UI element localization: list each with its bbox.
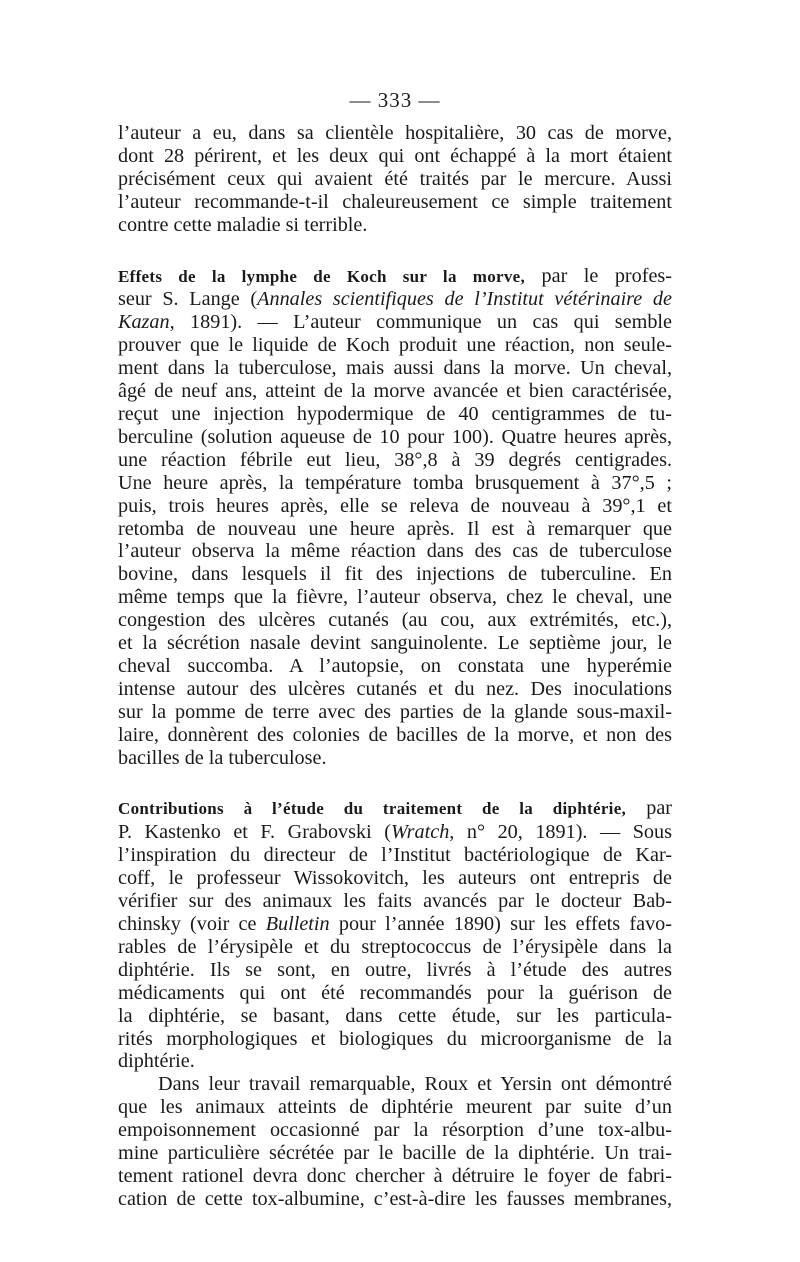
- text-line: bovine, dans lesquels il fit des injections de tuberculine. En: [118, 563, 672, 586]
- text-line: âgé de neuf ans, atteint de la morve avancée et bien caractérisée,: [118, 380, 672, 403]
- journal-title: Wratch,: [390, 821, 455, 844]
- text-line: l’auteur recommande-t-il chaleureusement ce simple traitement: [118, 190, 672, 213]
- text-line: rables de l’érysipèle et du streptococcus de l’érysipèle dans la: [118, 935, 672, 958]
- text-line: cation de cette tox-albumine, c’est-à-dire les fausses membranes,: [118, 1187, 672, 1210]
- text-line: empoisonnement occasionné par la résorption d’une tox-albu-: [118, 1119, 672, 1142]
- text-line: sur la pomme de terre avec des parties de la glande sous-maxil-: [118, 700, 672, 723]
- text-line: puis, trois heures après, elle se releva de nouveau à 39°,1 et: [118, 494, 672, 517]
- text-line: l’inspiration du directeur de l’Institut bactériologique de Kar-: [118, 844, 672, 867]
- text-line: Une heure après, la température tomba brusquement à 37°,5 ;: [118, 471, 672, 494]
- page-number: — 333 —: [349, 88, 441, 112]
- text-line: diphtérie.: [118, 1050, 195, 1073]
- text-line: et la sécrétion nasale devint sanguinolente. Le septième jour, le: [118, 632, 672, 655]
- text-line: P. Kastenko et F. Grabovski (Wratch, n° 20, 1891). — Sous: [118, 821, 672, 844]
- text-line: diphtérie. Ils se sont, en outre, livrés à l’étude des autres: [118, 958, 672, 981]
- text-line: intense autour des ulcères cutanés et du nez. Des inoculations: [118, 677, 672, 700]
- text-line: prouver que le liquide de Koch produit une réaction, non seule-: [118, 334, 672, 357]
- text-line: la diphtérie, se basant, dans cette étude, sur les particula-: [118, 1004, 672, 1027]
- text-line: précisément ceux qui avaient été traités par le mercure. Aussi: [118, 167, 672, 190]
- text-line: cheval succomba. A l’autopsie, on constata une hyperémie: [118, 654, 672, 677]
- section-koch-lymph: [118, 265, 672, 770]
- text-line: bacilles de la tuberculose.: [118, 746, 327, 769]
- text-line: l’auteur observa la même réaction dans des cas de tuberculose: [118, 540, 672, 563]
- paragraph-roux-yersin: [118, 1073, 672, 1210]
- text-line: congestion des ulcères cutanés (au cou, aux extrémités, etc.),: [118, 609, 672, 632]
- text-line: laire, donnèrent des colonies de bacilles de la morve, et non des: [118, 723, 672, 746]
- text-line: Dans leur travail remarquable, Roux et Yersin ont démontré: [158, 1073, 672, 1096]
- text-line: chinsky (voir ce Bulletin pour l’année 1890) sur les effets favo-: [118, 913, 672, 935]
- text-line: coff, le professeur Wissokovitch, les auteurs ont entrepris de: [118, 867, 672, 890]
- journal-title: Bulletin: [265, 913, 330, 935]
- text-line: tement rationel devra donc chercher à détruire le foyer de fabri-: [118, 1164, 672, 1187]
- text-line: rités morphologiques et biologiques du microorganisme de la: [118, 1027, 672, 1050]
- text-line: dont 28 périrent, et les deux qui ont échappé à la mort étaient: [118, 144, 672, 167]
- text-line: berculine (solution aqueuse de 10 pour 100). Quatre heures après,: [118, 425, 672, 448]
- text-line: vérifier sur des animaux les faits avancés par le docteur Bab-: [118, 890, 672, 913]
- text-line: seur S. Lange (Annales scientifiques de l’Institut vétérinaire de: [118, 288, 672, 311]
- text-line: même temps que la fièvre, l’auteur observa, chez le cheval, une: [118, 586, 672, 609]
- text-line: une réaction fébrile eut lieu, 38°,8 à 39 degrés centigrades.: [118, 448, 672, 471]
- text-line: contre cette maladie si terrible.: [118, 213, 368, 236]
- text-line: Effets de la lymphe de Koch sur la morve, par le profes-: [118, 264, 672, 287]
- paragraph-1: [118, 122, 672, 237]
- text-line: Contributions à l’étude du traitement de la diphtérie, par: [118, 797, 672, 820]
- section-heading: Contributions à l’étude du traitement de la diphtérie,: [118, 799, 627, 819]
- text-line: reçut une injection hypodermique de 40 centigrammes de tu-: [118, 402, 672, 425]
- text-line: mine particulière sécrétée par le bacille de la diphtérie. Un trai-: [118, 1142, 672, 1165]
- text-line: l’auteur a eu, dans sa clientèle hospitalière, 30 cas de morve,: [118, 122, 672, 144]
- text-line: que les animaux atteints de diphtérie meurent par suite d’un: [118, 1096, 672, 1119]
- text-line: Kazan, 1891). — L’auteur communique un cas qui semble: [118, 311, 672, 334]
- section-heading: Effets de la lymphe de Koch sur la morve,: [118, 266, 526, 286]
- journal-title: Kazan,: [118, 311, 175, 334]
- page-content: [118, 88, 672, 1211]
- text-line: retomba de nouveau une heure après. Il est à remarquer que: [118, 517, 672, 540]
- section-diphtheria: [118, 797, 672, 1073]
- text-line: ment dans la tuberculose, mais aussi dans la morve. Un cheval,: [118, 357, 672, 380]
- journal-title: Annales scientifiques de l’Institut vétérinaire de: [257, 288, 672, 311]
- text-line: médicaments qui ont été recommandés pour la guérison de: [118, 981, 672, 1004]
